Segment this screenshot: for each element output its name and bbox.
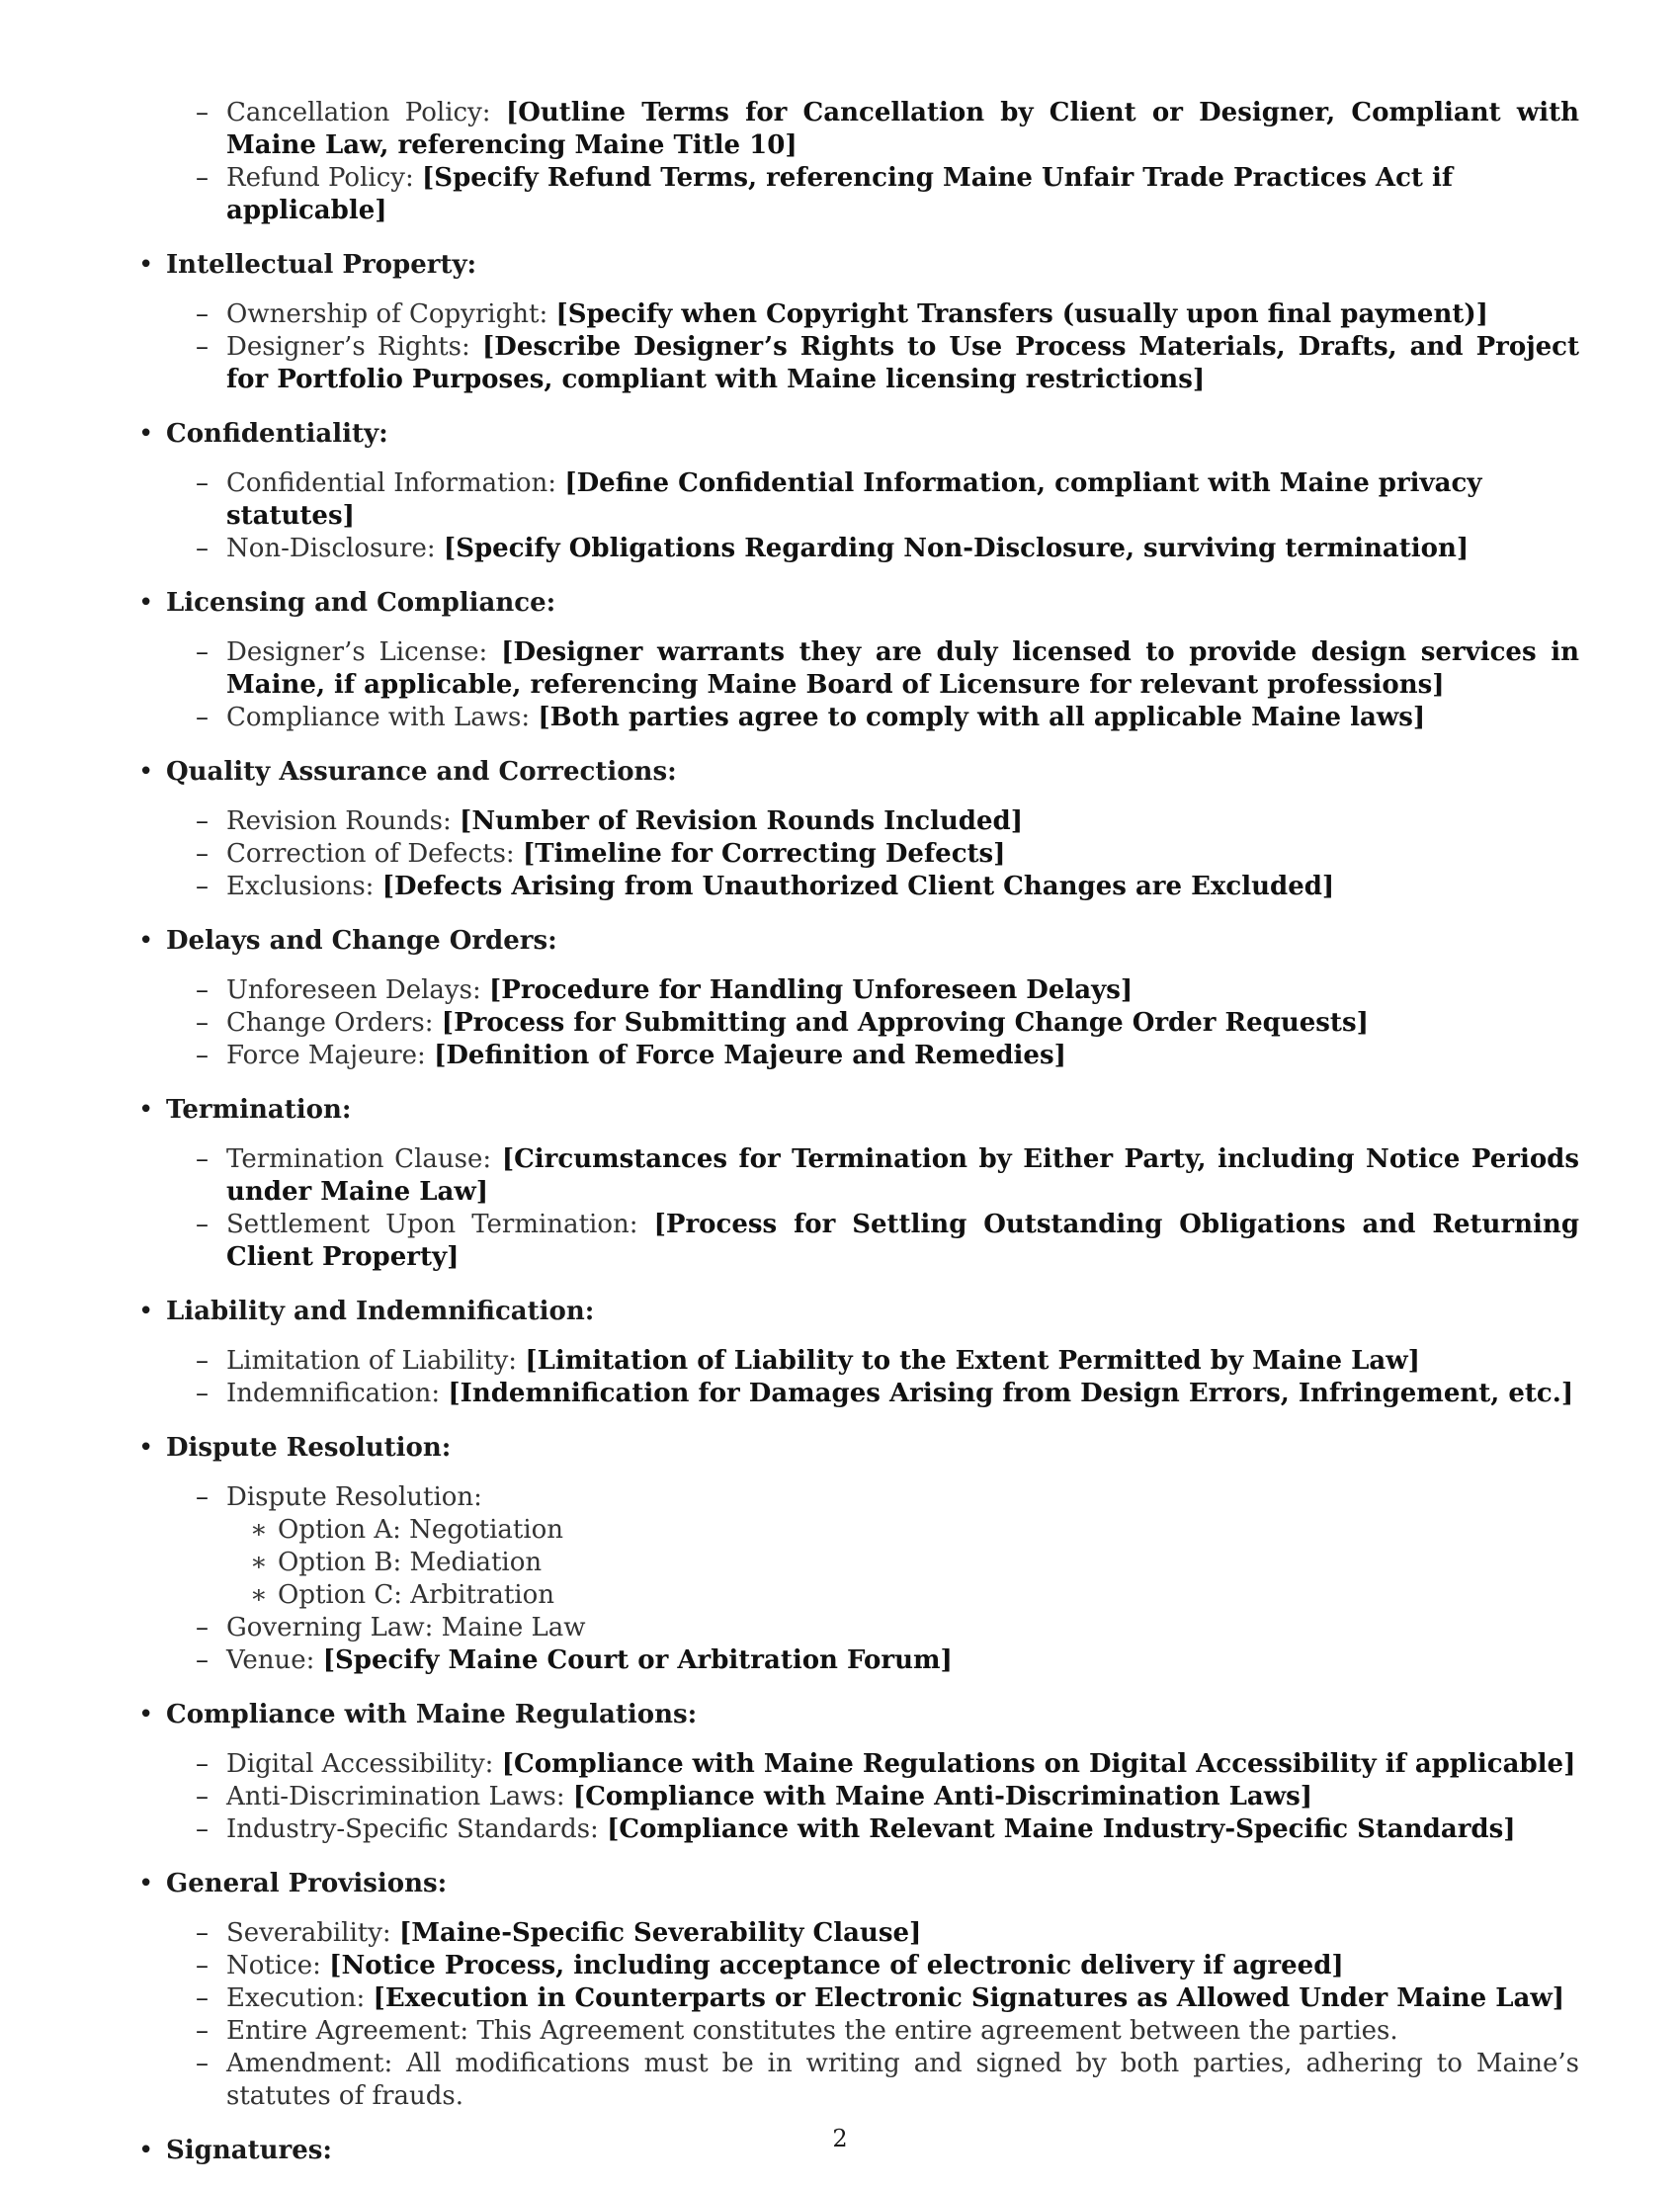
list-item: – Industry-Specific Standards: [Compliance with Relevant Maine Industry-Specific Standards] xyxy=(196,1814,1516,1844)
bullet-icon: • xyxy=(138,2136,154,2165)
list-item: – Designer’s License: [Designer warrants they are duly licensed to provide design services in Maine, if applicable, referencing Maine Board of Licensure for relevant professions] xyxy=(196,637,1580,700)
list-item: – Dispute Resolution: ∗ Option A: Negotiation ∗ Option B: Mediation ∗ Option C: Arbitration xyxy=(166,1481,1579,1612)
section-liability xyxy=(138,1296,1579,1410)
page-number: 2 xyxy=(832,2125,848,2152)
bullet-icon: • xyxy=(138,1433,154,1463)
option-item: ∗ Option C: Arbitration xyxy=(250,1580,555,1610)
asterisk-icon: ∗ xyxy=(250,1515,268,1545)
list-item: – Non-Disclosure: [Specify Obligations Regarding Non-Disclosure, surviving termination] xyxy=(196,534,1470,563)
section-heading: • Intellectual Property: xyxy=(138,250,477,280)
list-item: – Ownership of Copyright: [Specify when Copyright Transfers (usually upon final payment)] xyxy=(196,299,1488,329)
list-item: – Venue: [Specify Maine Court or Arbitration Forum] xyxy=(196,1645,953,1675)
bullet-icon: • xyxy=(138,1869,154,1898)
section-dispute-resolution xyxy=(138,1432,1579,1677)
section-licensing xyxy=(138,587,1580,734)
section-intellectual-property xyxy=(138,249,1579,396)
option-item: ∗ Option B: Mediation xyxy=(250,1548,543,1577)
section-delays xyxy=(138,925,1579,1072)
section-heading: • Termination: xyxy=(138,1095,352,1125)
list-item: – Unforeseen Delays: [Procedure for Handling Unforeseen Delays] xyxy=(196,975,1134,1005)
section-heading: • Dispute Resolution: xyxy=(138,1433,452,1463)
section-termination xyxy=(138,1094,1580,1274)
list-item: – Compliance with Laws: [Both parties agree to comply with all applicable Maine laws] xyxy=(196,703,1426,732)
section-heading: • Compliance with Maine Regulations: xyxy=(138,1700,698,1729)
section-general-provisions xyxy=(138,1868,1579,2113)
list-item: – Notice: [Notice Process, including acceptance of electronic delivery if agreed] xyxy=(196,1951,1344,1980)
bullet-icon: • xyxy=(138,419,154,449)
option-item: ∗ Option A: Negotiation xyxy=(250,1515,564,1545)
payment-continuation xyxy=(166,97,1579,227)
section-heading: • Delays and Change Orders: xyxy=(138,926,557,956)
item-value: [Outline Terms for Cancellation by Client or Designer, Compliant with Maine Law, referencing Maine Title 10] xyxy=(226,98,1579,160)
section-confidentiality xyxy=(138,418,1579,565)
dispute-options xyxy=(226,1514,1579,1612)
list-item: – Correction of Defects: [Timeline for Correcting Defects] xyxy=(196,839,1006,869)
section-heading: • Confidentiality: xyxy=(138,419,388,449)
list-item: – Execution: [Execution in Counterparts or Electronic Signatures as Allowed Under Maine Law] xyxy=(196,1983,1565,2013)
list-item: – Severability: [Maine-Specific Severability Clause] xyxy=(196,1918,922,1948)
list-item: – Anti-Discrimination Laws: [Compliance with Maine Anti-Discrimination Laws] xyxy=(196,1782,1313,1811)
bullet-icon: • xyxy=(138,1095,154,1125)
list-item: – Designer’s Rights: [Describe Designer’s Rights to Use Process Materials, Drafts, and Project for Portfolio Purposes, compliant with Maine licensing restrictions] xyxy=(196,332,1579,394)
document-body xyxy=(138,97,1580,2189)
section-heading: • General Provisions: xyxy=(138,1869,448,1898)
section-heading: • Quality Assurance and Corrections: xyxy=(138,757,677,787)
section-maine-regulations xyxy=(138,1699,1579,1846)
list-item: – Cancellation Policy: [Outline Terms for Cancellation by Client or Designer, Compliant with Maine Law, referencing Maine Title 10] xyxy=(196,98,1579,160)
continuation-list xyxy=(166,97,1579,227)
bullet-icon: • xyxy=(138,757,154,787)
list-item: – Governing Law: Maine Law xyxy=(196,1613,586,1642)
list-item: – Confidential Information: [Define Confidential Information, compliant with Maine privacy statutes] xyxy=(196,468,1482,531)
list-item: – Force Majeure: [Definition of Force Majeure and Remedies] xyxy=(196,1041,1066,1070)
section-quality-assurance xyxy=(138,756,1579,903)
bullet-icon: • xyxy=(138,588,154,618)
list-item: – Revision Rounds: [Number of Revision Rounds Included] xyxy=(196,806,1024,836)
item-label: Refund Policy: xyxy=(226,163,414,193)
section-heading: • Liability and Indemnification: xyxy=(138,1297,595,1326)
list-item: – Amendment: All modifications must be in writing and signed by both parties, adhering to Maine’s statutes of frauds. xyxy=(196,2049,1579,2111)
bullet-icon: • xyxy=(138,926,154,956)
list-item: – Change Orders: [Process for Submitting and Approving Change Order Requests] xyxy=(196,1008,1369,1038)
list-item: – Indemnification: [Indemnification for Damages Arising from Design Errors, Infringement, etc.] xyxy=(196,1379,1574,1408)
bullet-icon: • xyxy=(138,1297,154,1326)
list-item: – Entire Agreement: This Agreement constitutes the entire agreement between the parties. xyxy=(196,2016,1398,2046)
section-heading: • Signatures: xyxy=(138,2136,332,2165)
list-item: – Digital Accessibility: [Compliance with Maine Regulations on Digital Accessibility if applicable] xyxy=(196,1749,1576,1779)
bullet-icon: • xyxy=(138,1700,154,1729)
list-item: – Termination Clause: [Circumstances for Termination by Either Party, including Notice Periods under Maine Law] xyxy=(196,1144,1580,1207)
bullet-icon: • xyxy=(138,250,154,280)
list-item: – Exclusions: [Defects Arising from Unauthorized Client Changes are Excluded] xyxy=(196,872,1335,901)
list-item: – Settlement Upon Termination: [Process for Settling Outstanding Obligations and Returning Client Property] xyxy=(196,1210,1580,1272)
item-label: Cancellation Policy: xyxy=(226,98,491,127)
section-heading: • Licensing and Compliance: xyxy=(138,588,556,618)
item-value: [Specify Refund Terms, referencing Maine Unfair Trade Practices Act if applicable] xyxy=(226,163,1454,225)
list-item: – Limitation of Liability: [Limitation of Liability to the Extent Permitted by Maine Law] xyxy=(196,1346,1420,1376)
asterisk-icon: ∗ xyxy=(250,1580,268,1610)
asterisk-icon: ∗ xyxy=(250,1548,268,1577)
list-item: – Refund Policy: [Specify Refund Terms, referencing Maine Unfair Trade Practices Act if applicable] xyxy=(196,163,1454,225)
